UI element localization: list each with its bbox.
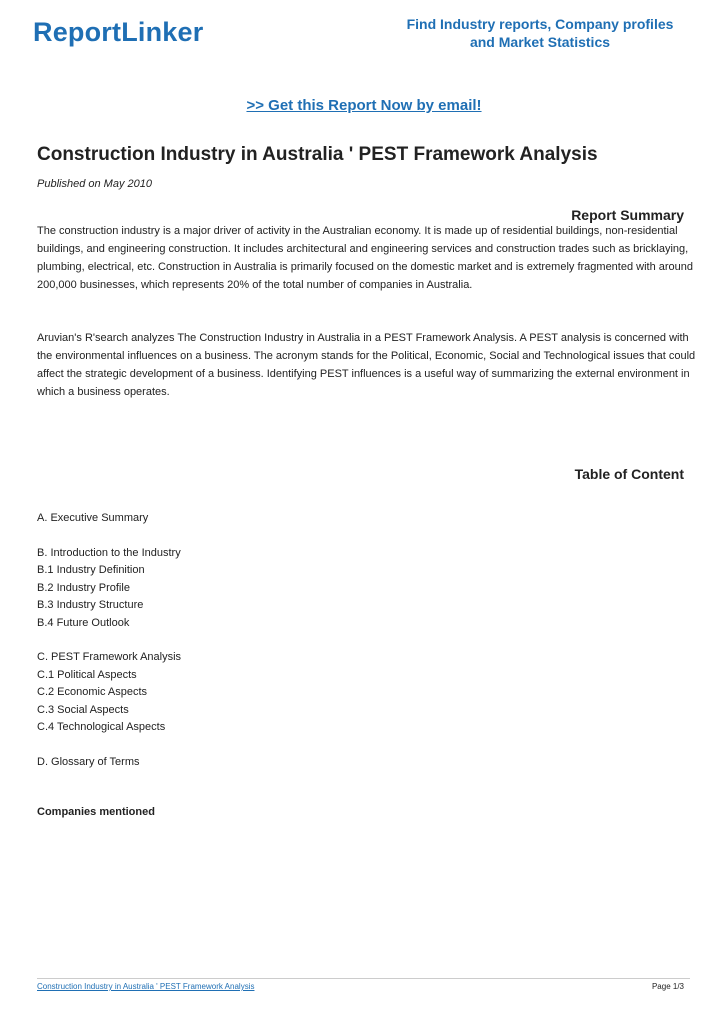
toc-group-d: [37, 754, 437, 772]
toc-item: C.2 Economic Aspects: [37, 686, 148, 698]
toc-group-a: [37, 510, 437, 528]
toc-group-c: [37, 649, 437, 737]
table-of-content-heading: Table of Content: [574, 466, 684, 482]
summary-paragraph-1: The construction industry is a major driver of activity in the Australian economy. It is made up of residential buildings, non-residential buildings, and engineering construction. It includes architectural and engineering services and construction trades such as bricklaying, plumbing, electrical, etc. Construction in Australia is primarily focused on the domestic market and is extremely fragmented with around 200,000 businesses, which represents 20% of the total number of companies in Australia.: [37, 225, 694, 291]
toc-item: C.1 Political Aspects: [37, 668, 137, 681]
report-summary-heading: Report Summary: [571, 207, 684, 223]
published-date: Published on May 2010: [37, 178, 152, 190]
cta-container: [0, 97, 728, 115]
table-of-content: [37, 510, 437, 788]
footer-divider: [37, 978, 690, 979]
toc-item: B.4 Future Outlook: [37, 616, 130, 629]
report-title: Construction Industry in Australia ' PEST Framework Analysis: [37, 144, 598, 165]
toc-item: C. PEST Framework Analysis: [37, 651, 182, 663]
tagline-line-2: and Market Statistics: [469, 34, 611, 50]
reportlinker-logo[interactable]: ReportLinker: [33, 17, 204, 47]
toc-item: B.2 Industry Profile: [37, 581, 130, 594]
header-tagline: [380, 15, 700, 51]
toc-item: A. Executive Summary: [37, 512, 149, 524]
companies-mentioned-heading: Companies mentioned: [37, 806, 155, 818]
toc-group-b: [37, 545, 437, 633]
toc-item: C.4 Technological Aspects: [37, 721, 166, 733]
toc-item: B.1 Industry Definition: [37, 564, 145, 576]
page-number: Page 1/3: [651, 982, 684, 991]
toc-item: B. Introduction to the Industry: [37, 546, 181, 559]
footer-report-link[interactable]: Construction Industry in Australia ' PEST Framework Analysis: [37, 982, 255, 991]
toc-item: D. Glossary of Terms: [37, 755, 140, 768]
toc-item: B.3 Industry Structure: [37, 599, 144, 611]
tagline-line-1: Find Industry reports, Company profiles: [406, 16, 674, 32]
get-report-email-link[interactable]: >> Get this Report Now by email!: [246, 97, 482, 114]
toc-item: C.3 Social Aspects: [37, 703, 129, 716]
summary-paragraph-2: Aruvian's R'search analyzes The Construction Industry in Australia in a PEST Framework Analysis. A PEST analysis is concerned with the environmental influences on a business. The acronym stands for the Political, Economic, Social and Technological issues that could affect the strategic development of a business. Identifying PEST influences is a useful way of summarizing the external environment in which a business operates.: [37, 332, 696, 398]
